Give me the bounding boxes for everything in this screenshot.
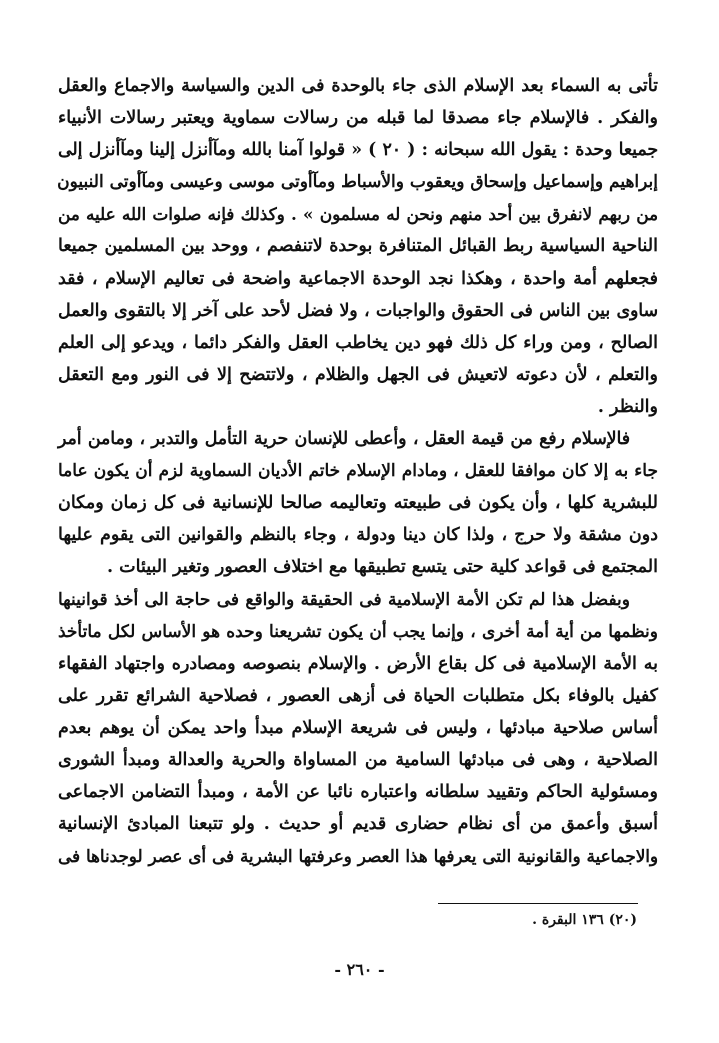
- paragraph-2: [58, 423, 658, 583]
- text-line: كفيل بالوفاء بكل متطلبات الحياة فى أزهى العصور ، فصلاحية الشرائع تقرر على: [58, 685, 658, 706]
- footnote-divider: [438, 903, 638, 904]
- text-line: به الأمة الإسلامية فى كل بقاع الأرض . والإسلام بنصوصه ومصادره واجتهاد الفقهاء: [58, 653, 658, 674]
- text-line: والتعلم ، لأن دعوته لاتعيش فى الجهل والظلام ، ولاتتضح إلا فى النور ومع التعقل: [58, 364, 658, 385]
- text-line: جميعا وحدة : يقول الله سبحانه : ( ٢٠ ) « قولوا آمنا بالله ومآأنزل إلينا ومآأنزل إلى: [58, 140, 658, 161]
- text-line: والفكر . فالإسلام جاء مصدقا لما قبله من رسالات سماوية ويعتبر رسالات الأنبياء: [58, 108, 658, 129]
- text-line: أساس صلاحية مبادئها ، وليس فى شريعة الإسلام مبدأ واحد يمكن أن يوهم بعدم: [58, 717, 658, 738]
- text-line: ساوى بين الناس فى الحقوق والواجبات ، ولا فضل لأحد على آخر إلا بالتقوى والعمل: [58, 300, 658, 321]
- text-line: الصالح ، ومن وراء كل ذلك فهو دين يخاطب العقل والفكر دائما ، ويدعو إلى العلم: [58, 332, 658, 353]
- text-line: تأتى به السماء بعد الإسلام الذى جاء بالوحدة فى الدين والسياسة والاجماع والعقل: [58, 76, 658, 96]
- text-line: جاء به إلا كان موافقا للعقل ، ومادام الإسلام خاتم الأديان السماوية لزم أن يكون عاما: [58, 461, 658, 482]
- page-number: - ٢٦٠ -: [334, 960, 385, 979]
- text-line: ومسئولية الحاكم وتقييد سلطانه واعتباره نائبا عن الأمة ، ومبدأ التضامن الاجماعى: [58, 782, 658, 803]
- text-line: المجتمع فى قواعد كلية حتى يتسع تطبيقها مع اختلاف العصور وتغير البيئات .: [106, 557, 658, 578]
- footnote: (٢٠) ١٣٦ البقرة .: [532, 912, 637, 928]
- text-line: أسبق وأعمق من أى نظام حضارى قديم أو حديث . ولو تتبعنا المبادئ الإنسانية: [58, 814, 658, 835]
- text-line: إبراهيم وإسماعيل وإسحاق ويعقوب والأسباط ومآأوتى موسى وعيسى ومآأوتى النبيون: [57, 172, 658, 193]
- text-line: فجعلهم أمة واحدة ، وهكذا نجد الوحدة الاجماعية واضحة فى تعاليم الإسلام ، فقد: [58, 268, 658, 289]
- text-line: للبشرية كلها ، وأن يكون فى طبيعته وتعاليمه صالحا للإنسانية فى كل زمان ومكان: [58, 493, 658, 514]
- paragraph-1: [58, 70, 658, 423]
- text-line: وبفضل هذا لم تكن الأمة الإسلامية فى الحقيقة والواقع فى حاجة الى أخذ قوانينها: [58, 589, 630, 610]
- body-text: [58, 70, 658, 872]
- text-line: والاجماعية والقانونية التى يعرفها هذا العصر وعرفتها البشرية فى أى عصر لوجدناها فى: [58, 846, 658, 867]
- paragraph-3: [58, 584, 658, 873]
- text-line: ونظمها من أية أمة أخرى ، وإنما يجب أن يكون تشريعنا وحده هو الأساس لكل ماتأخذ: [58, 621, 658, 642]
- text-line: والنظر .: [597, 396, 658, 417]
- text-line: دون مشقة ولا حرج ، ولذا كان دينا ودولة ، وجاء بالنظم والقوانين التى يقوم عليها: [58, 525, 658, 546]
- text-line: الناحية السياسية ربط القبائل المتنافرة بوحدة لاتنفصم ، ووحد بين المسلمين جميعا: [58, 236, 658, 257]
- text-line: فالإسلام رفع من قيمة العقل ، وأعطى للإنسان حرية التأمل والتدبر ، ومامن أمر: [58, 429, 630, 450]
- text-line: الصلاحية ، وهى فى مبادئها السامية من المساواة والحرية والعدالة ومبدأ الشورى: [58, 749, 658, 770]
- text-line: من ربهم لانفرق بين أحد منهم ونحن له مسلمون » . وكذلك فإنه صلوات الله عليه من: [58, 204, 658, 225]
